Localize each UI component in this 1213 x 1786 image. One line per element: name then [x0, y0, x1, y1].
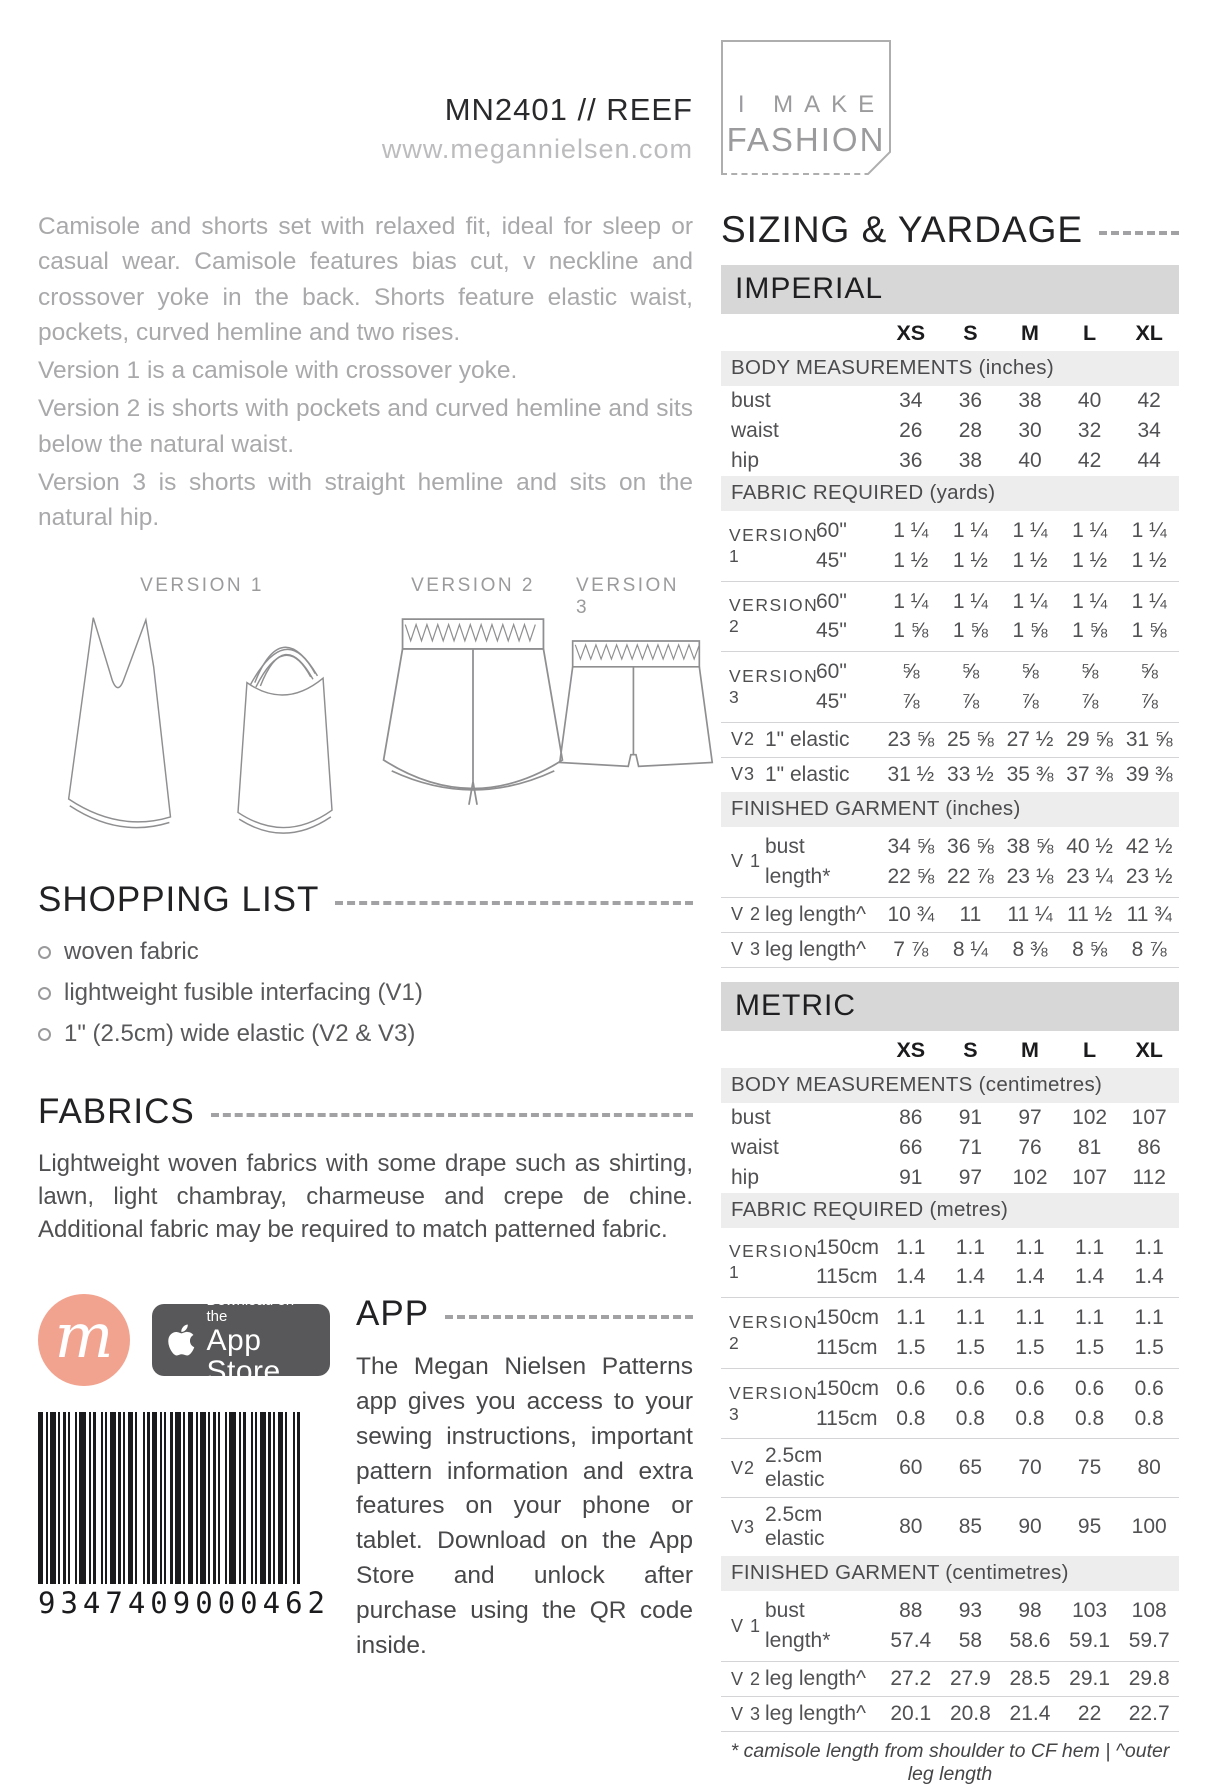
pattern-code: MN2401 // REEF — [38, 92, 693, 128]
left-column — [38, 209, 693, 1786]
size-label: L — [1060, 321, 1120, 346]
table-row: bust 34 36 38 40 42 — [721, 386, 1179, 416]
list-item-label: 1" (2.5cm) wide elastic (V2 & V3) — [64, 1020, 415, 1048]
elastic-row: V2 2.5cm elastic 60 65 70 75 80 — [721, 1438, 1179, 1497]
finished-row: V 2 leg length^ 27.2 27.9 28.5 29.1 29.8 — [721, 1661, 1179, 1696]
bottom-row — [38, 1294, 693, 1663]
size-header-row — [721, 314, 1179, 351]
size-label: XL — [1119, 321, 1179, 346]
barcode — [38, 1412, 330, 1620]
fabric-version-row: VERSION 3 150cm 115cm 0.6 0.8 0.6 0.8 0.6 0.8 0.6 0.8 0.6 0.8 — [721, 1368, 1179, 1439]
logo-line-2: FASHION — [727, 121, 886, 159]
description-paragraph: Camisole and shorts set with relaxed fit, ideal for sleep or casual wear. Camisole features bias cut, v neckline and crossover yoke in the back. Shorts feature elastic waist, pockets, curved hemline and two rises. — [38, 209, 693, 350]
list-item — [38, 979, 693, 1007]
size-label: XS — [881, 321, 941, 346]
fabrics-section — [38, 1092, 693, 1246]
elastic-row: V3 1" elastic 31 ½ 33 ½ 35 ⅜ 37 ⅜ 39 ⅜ — [721, 757, 1179, 792]
fabric-version-row: VERSION 3 60" 45" ⅝ ⅞ ⅝ ⅞ ⅝ ⅞ ⅝ ⅞ ⅝ ⅞ — [721, 651, 1179, 722]
size-label: S — [941, 1038, 1001, 1063]
circle-bullet-icon — [38, 946, 51, 959]
list-item — [38, 1020, 693, 1048]
fabric-version-row: VERSION 1 60" 45" 1 ¼ 1 ½ 1 ¼ 1 ½ 1 ¼ 1 ½ 1 ¼ 1 ½ 1 ¼ 1 ½ — [721, 511, 1179, 581]
barcode-number: 9 347409 000462 — [38, 1586, 330, 1620]
metric-header: METRIC — [721, 982, 1179, 1031]
section-band: FINISHED GARMENT (inches) — [721, 792, 1179, 827]
version-3-label: VERSION 3 — [576, 575, 696, 619]
version-3-illustration — [552, 633, 720, 795]
brand-and-barcode — [38, 1294, 330, 1663]
header-titles — [38, 40, 693, 165]
app-title: APP — [356, 1294, 429, 1334]
version-illustrations — [38, 575, 693, 846]
apple-icon — [168, 1318, 195, 1362]
size-label: S — [941, 321, 1001, 346]
table-row: hip 91 97 102 107 112 — [721, 1163, 1179, 1193]
badge-line-2: App Store — [207, 1325, 315, 1388]
fabric-version-row: VERSION 1 150cm 115cm 1.1 1.4 1.1 1.4 1.1 1.4 1.1 1.4 1.1 1.4 — [721, 1228, 1179, 1298]
finished-v1-row: V 1 bust length* 34 ⅝ 22 ⅝ 36 ⅝ 22 ⅞ 38 ⅝ 23 ⅛ 40 ½ 23 ¼ 42 ½ 23 ½ — [721, 827, 1179, 897]
sizing-yardage-title: SIZING & YARDAGE — [721, 209, 1083, 251]
finished-row: V 3 leg length^ 20.1 20.8 21.4 22 22.7 — [721, 1696, 1179, 1732]
logo-line-1: I MAKE — [727, 91, 885, 119]
table-row: bust 86 91 97 102 107 — [721, 1103, 1179, 1133]
size-label: XS — [881, 1038, 941, 1063]
size-header-row — [721, 1031, 1179, 1068]
table-footnote: * camisole length from shoulder to CF hem | ^outer leg length — [721, 1740, 1179, 1786]
header — [38, 40, 1179, 175]
version-3-group — [576, 575, 696, 795]
app-section — [356, 1294, 693, 1663]
list-item — [38, 938, 693, 966]
megan-nielsen-logo: m — [38, 1294, 130, 1386]
pattern-description — [38, 209, 693, 535]
fabric-version-row: VERSION 2 60" 45" 1 ¼ 1 ⅝ 1 ¼ 1 ⅝ 1 ¼ 1 ⅝ 1 ¼ 1 ⅝ 1 ¼ 1 ⅝ — [721, 581, 1179, 652]
section-band: FINISHED GARMENT (centimetres) — [721, 1556, 1179, 1591]
section-band: FABRIC REQUIRED (yards) — [721, 476, 1179, 511]
i-make-fashion-logo — [721, 40, 891, 175]
sizing-yardage-column — [721, 209, 1179, 1786]
version-2-label: VERSION 2 — [411, 575, 535, 597]
size-label: M — [1000, 1038, 1060, 1063]
version-2-group — [378, 575, 568, 821]
version-1-group — [38, 575, 366, 846]
imperial-header: IMPERIAL — [721, 265, 1179, 314]
table-row: waist 66 71 76 81 86 — [721, 1133, 1179, 1163]
list-item-label: woven fabric — [64, 938, 199, 966]
circle-bullet-icon — [38, 987, 51, 1000]
size-label: XL — [1119, 1038, 1179, 1063]
list-item-label: lightweight fusible interfacing (V1) — [64, 979, 423, 1007]
dashed-rule — [211, 1113, 693, 1117]
dashed-rule — [445, 1315, 693, 1319]
table-row: waist 26 28 30 32 34 — [721, 416, 1179, 446]
fabrics-title: FABRICS — [38, 1092, 195, 1132]
size-label: L — [1060, 1038, 1120, 1063]
dashed-rule — [335, 901, 693, 905]
metric-table — [721, 1031, 1179, 1786]
finished-row: V 3 leg length^ 7 ⅞ 8 ¼ 8 ⅜ 8 ⅝ 8 ⅞ — [721, 932, 1179, 968]
fabric-version-row: VERSION 2 150cm 115cm 1.1 1.5 1.1 1.5 1.1 1.5 1.1 1.5 1.1 1.5 — [721, 1297, 1179, 1368]
version-1-back-illustration — [204, 611, 366, 846]
imperial-table — [721, 314, 1179, 968]
circle-bullet-icon — [38, 1028, 51, 1041]
version-1-label: VERSION 1 — [140, 575, 264, 597]
dashed-rule — [1099, 231, 1179, 235]
finished-row: V 2 leg length^ 10 ¾ 11 11 ¼ 11 ½ 11 ¾ — [721, 897, 1179, 932]
elastic-row: V2 1" elastic 23 ⅝ 25 ⅝ 27 ½ 29 ⅝ 31 ⅝ — [721, 722, 1179, 757]
badge-line-1: Download on the — [207, 1293, 315, 1325]
shopping-list-title: SHOPPING LIST — [38, 880, 319, 920]
version-2-illustration — [378, 611, 568, 821]
shopping-list-section — [38, 880, 693, 1048]
description-paragraph: Version 2 is shorts with pockets and curved hemline and sits below the natural waist. — [38, 391, 693, 462]
app-text: The Megan Nielsen Patterns app gives you access to your sewing instructions, important pattern information and extra features on your phone or tablet. Download on the App Store and unlock after purchase using the QR code inside. — [356, 1350, 693, 1663]
section-band: BODY MEASUREMENTS (inches) — [721, 351, 1179, 386]
finished-v1-row: V 1 bust length* 88 57.4 93 58 98 58.6 103 59.1 108 59.7 — [721, 1591, 1179, 1661]
size-label: M — [1000, 321, 1060, 346]
section-band: BODY MEASUREMENTS (centimetres) — [721, 1068, 1179, 1103]
elastic-row: V3 2.5cm elastic 80 85 90 95 100 — [721, 1497, 1179, 1556]
fabrics-text: Lightweight woven fabrics with some drape such as shirting, lawn, light chambray, charmeuse and crepe de chine. Additional fabric may be required to match patterned fabric. — [38, 1148, 693, 1246]
section-band: FABRIC REQUIRED (metres) — [721, 1193, 1179, 1228]
description-paragraph: Version 1 is a camisole with crossover yoke. — [38, 353, 693, 388]
logo-corner-notch — [867, 151, 891, 175]
app-store-badge — [152, 1304, 330, 1376]
version-1-front-illustration — [38, 611, 200, 846]
description-paragraph: Version 3 is shorts with straight hemline and sits on the natural hip. — [38, 465, 693, 536]
table-row: hip 36 38 40 42 44 — [721, 446, 1179, 476]
barcode-bars — [38, 1412, 300, 1584]
website-url: www.megannielsen.com — [38, 134, 693, 165]
